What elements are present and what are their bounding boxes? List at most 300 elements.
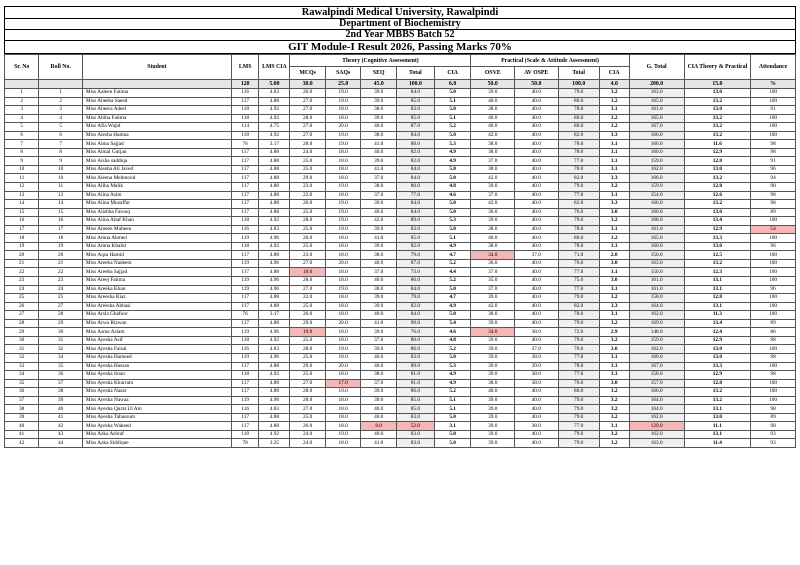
practical-cia-cell: 3.3 [599,131,629,140]
roll-no-cell: 36 [39,371,83,380]
theory-total-cell: 80.0 [396,183,434,192]
sr-no-cell: 1 [5,89,39,98]
theory-total-cell: 84.0 [396,285,434,294]
student-name-cell: Miss Alina Altaf Khan [82,217,231,226]
practical-cia-cell: 3.2 [599,319,629,328]
university-name: Rawalpindi Medical University, Rawalpindi [5,7,795,19]
student-name-cell: Miss Aliha Malik [82,183,231,192]
sr-no-cell: 24 [5,285,39,294]
practical-total-cell: 82.0 [558,174,599,183]
av-ospe-cell: 40.0 [515,268,559,277]
roll-no-cell: 4 [39,114,83,123]
av-ospe-cell: 40.0 [515,242,559,251]
practical-cia-cell: 3.1 [599,268,629,277]
mcqs-cell: 25.0 [290,208,326,217]
result-sheet [4,6,796,448]
grand-total-cell: 163.0 [629,89,684,98]
seq-cell: 39.0 [361,89,397,98]
roll-no-cell: 34 [39,353,83,362]
lms-cia-cell: 4.88 [259,379,290,388]
av-ospe-cell: 40.0 [515,319,559,328]
max-mark: 6.0 [434,80,471,89]
saqs-cell: 18.0 [325,311,361,320]
lms-cell: 117 [231,268,259,277]
sr-no-cell: 8 [5,148,39,157]
theory-cia-cell: 5.0 [434,285,471,294]
roll-no-cell: 20 [39,251,83,260]
osve-cell: 39.0 [471,439,515,448]
attendance-cell: 100 [751,234,796,243]
grand-total-cell: 160.0 [629,242,684,251]
osve-cell: 40.0 [471,97,515,106]
theory-total-cell: 89.0 [396,362,434,371]
sr-no-cell: 31 [5,345,39,354]
practical-cia-cell: 3.3 [599,200,629,209]
practical-cia-cell: 3.2 [599,217,629,226]
sr-no-cell: 6 [5,131,39,140]
max-mark: 50.0 [515,80,559,89]
attendance-cell: 100 [751,251,796,260]
av-ospe-cell: 40.0 [515,183,559,192]
attendance-cell: 96 [751,242,796,251]
av-ospe-cell: 40.0 [515,439,559,448]
cia-theory-practical-cell: 11.6 [684,140,750,149]
theory-total-cell: 85.0 [396,234,434,243]
lms-cell: 117 [231,294,259,303]
av-ospe-cell: 38.0 [515,379,559,388]
seq-cell: 41.0 [361,439,397,448]
saqs-cell: 18.0 [325,439,361,448]
theory-cia-cell: 5.3 [434,362,471,371]
student-name-cell: Miss Ayesha Waheed [82,422,231,431]
mcqs-cell: 28.0 [290,277,326,286]
av-ospe-cell: 40.0 [515,106,559,115]
roll-no-cell: 18 [39,234,83,243]
seq-cell: 40.0 [361,353,397,362]
mcqs-cell: 24.0 [290,439,326,448]
sr-no-cell: 2 [5,97,39,106]
col-practical-group: Practical (Scale & Attitude Assessment) [471,55,629,67]
saqs-cell: 18.0 [325,328,361,337]
mcqs-cell: 29.0 [290,362,326,371]
roll-no-cell: 41 [39,413,83,422]
seq-cell: 39.0 [361,396,397,405]
sr-no-cell: 11 [5,174,39,183]
av-ospe-cell: 38.0 [515,422,559,431]
saqs-cell: 18.0 [325,353,361,362]
cia-theory-practical-cell: 12.8 [684,379,750,388]
col-roll-no: Roll No. [39,55,83,80]
practical-cia-cell: 3.1 [599,371,629,380]
cia-theory-practical-cell: 13.3 [684,362,750,371]
table-row [5,259,796,268]
cia-theory-practical-cell: 13.1 [684,302,750,311]
saqs-cell: 18.0 [325,114,361,123]
col-seq: SEQ [361,67,397,80]
saqs-cell: 19.0 [325,140,361,149]
osve-cell: 38.0 [471,148,515,157]
seq-cell: 39.0 [361,345,397,354]
theory-total-cell: 81.0 [396,371,434,380]
table-row [5,200,796,209]
table-row [5,191,796,200]
saqs-cell: 18.0 [325,242,361,251]
theory-total-cell: 83.0 [396,413,434,422]
osve-cell: 38.0 [471,379,515,388]
saqs-cell: 19.0 [325,131,361,140]
lms-cell: 119 [231,234,259,243]
practical-total-cell: 76.0 [558,345,599,354]
lms-cia-cell: 4.96 [259,328,290,337]
theory-total-cell: 86.0 [396,388,434,397]
mcqs-cell: 27.0 [290,405,326,414]
grand-total-cell: 169.0 [629,319,684,328]
student-name-cell: Miss Aaleen Fatima [82,89,231,98]
theory-total-cell: 84.0 [396,200,434,209]
department-name: Department of Biochemistry [5,19,795,30]
osve-cell: 36.0 [471,259,515,268]
student-name-cell: Miss Arwa Rizwan [82,319,231,328]
seq-cell: 38.0 [361,371,397,380]
mcqs-cell: 27.0 [290,97,326,106]
osve-cell: 42.0 [471,174,515,183]
grand-total-cell: 161.0 [629,225,684,234]
table-row [5,294,796,303]
seq-cell: 38.0 [361,106,397,115]
sr-no-cell: 42 [5,439,39,448]
grand-total-cell: 162.0 [629,345,684,354]
cia-theory-practical-cell: 13.3 [684,234,750,243]
table-row [5,165,796,174]
sr-no-cell: 39 [5,413,39,422]
theory-total-cell: 83.0 [396,106,434,115]
osve-cell: 39.0 [471,396,515,405]
student-name-cell: Miss Amna Khalid [82,242,231,251]
roll-no-cell: 38 [39,388,83,397]
practical-total-cell: 77.0 [558,191,599,200]
seq-cell: 40.0 [361,148,397,157]
table-row [5,174,796,183]
saqs-cell: 18.0 [325,268,361,277]
theory-total-cell: 83.0 [396,439,434,448]
cia-theory-practical-cell: 13.4 [684,319,750,328]
table-row [5,405,796,414]
lms-cia-cell: 4.88 [259,251,290,260]
roll-no-cell: 29 [39,319,83,328]
grand-total-cell: 161.0 [629,285,684,294]
cia-theory-practical-cell: 12.3 [684,268,750,277]
mcqs-cell: 24.0 [290,148,326,157]
attendance-cell: 98 [751,336,796,345]
practical-total-cell: 76.0 [558,208,599,217]
mcqs-cell: 25.0 [290,336,326,345]
lms-cell: 119 [231,328,259,337]
batch-name: 2nd Year MBBS Batch 52 [5,30,795,41]
av-ospe-cell: 40.0 [515,405,559,414]
lms-cia-cell: 4.92 [259,336,290,345]
osve-cell: 39.0 [471,422,515,431]
lms-cell: 117 [231,413,259,422]
seq-cell: 39.0 [361,388,397,397]
av-ospe-cell: 40.0 [515,174,559,183]
student-name-cell: Miss Areeba Nadeem [82,259,231,268]
theory-cia-cell: 5.2 [434,345,471,354]
saqs-cell: 18.0 [325,157,361,166]
table-row [5,217,796,226]
practical-total-cell: 75.0 [558,277,599,286]
seq-cell: 39.0 [361,157,397,166]
table-row [5,225,796,234]
mcqs-cell: 19.0 [290,328,326,337]
table-row [5,302,796,311]
seq-cell: 41.0 [361,140,397,149]
lms-cia-cell: 4.92 [259,371,290,380]
grand-total-cell: 161.0 [629,106,684,115]
theory-total-cell: 83.0 [396,225,434,234]
result-title: GIT Module-I Result 2026, Passing Marks 70% [5,41,795,54]
cia-theory-practical-cell: 12.9 [684,148,750,157]
lms-cell: 117 [231,379,259,388]
saqs-cell: 19.0 [325,183,361,192]
attendance-cell: 54 [751,225,796,234]
seq-cell: 39.0 [361,225,397,234]
practical-total-cell: 71.0 [558,251,599,260]
student-name-cell: Miss Aqsa Hamid [82,251,231,260]
cia-theory-practical-cell: 12.4 [684,328,750,337]
col-av-ospe: AV OSPE [515,67,559,80]
grand-total-cell: 158.0 [629,371,684,380]
mcqs-cell: 23.0 [290,183,326,192]
practical-total-cell: 79.0 [558,217,599,226]
practical-total-cell: 77.0 [558,268,599,277]
saqs-cell: 19.0 [325,285,361,294]
osve-cell: 39.0 [471,413,515,422]
theory-cia-cell: 5.0 [434,225,471,234]
student-name-cell: Miss Ameen Mubeen [82,225,231,234]
student-name-cell: Miss Alina Asim [82,191,231,200]
lms-cell: 118 [231,114,259,123]
grand-total-cell: 154.0 [629,191,684,200]
saqs-cell: 19.0 [325,430,361,439]
osve-cell: 39.0 [471,217,515,226]
osve-cell: 38.0 [471,165,515,174]
lms-cia-cell: 4.96 [259,353,290,362]
saqs-cell: 18.0 [325,165,361,174]
cia-theory-practical-cell: 13.0 [684,353,750,362]
osve-cell: 38.0 [471,225,515,234]
col-practical-total: Total [558,67,599,80]
av-ospe-cell: 40.0 [515,140,559,149]
av-ospe-cell: 38.0 [515,328,559,337]
mcqs-cell: 22.0 [290,294,326,303]
theory-cia-cell: 5.0 [434,430,471,439]
practical-cia-cell: 3.2 [599,114,629,123]
roll-no-cell: 14 [39,200,83,209]
grand-total-cell: 159.0 [629,183,684,192]
student-name-cell: Miss Alina Muzaffar [82,200,231,209]
lms-cia-cell: 4.92 [259,114,290,123]
theory-cia-cell: 4.7 [434,251,471,260]
grand-total-cell: 162.0 [629,430,684,439]
lms-cia-cell: 4.83 [259,405,290,414]
theory-cia-cell: 5.0 [434,106,471,115]
lms-cia-cell: 4.88 [259,97,290,106]
student-name-cell: Miss Aisha saddiqa [82,157,231,166]
practical-total-cell: 79.0 [558,430,599,439]
sr-no-cell: 29 [5,328,39,337]
student-name-cell: Miss Ayesha Nawaz [82,396,231,405]
av-ospe-cell: 40.0 [515,131,559,140]
table-row [5,114,796,123]
practical-total-cell: 82.0 [558,131,599,140]
av-ospe-cell: 40.0 [515,413,559,422]
mcqs-cell: 26.0 [290,200,326,209]
roll-no-cell: 9 [39,157,83,166]
practical-total-cell: 79.0 [558,319,599,328]
table-row [5,183,796,192]
roll-no-cell: 10 [39,174,83,183]
av-ospe-cell: 40.0 [515,225,559,234]
cia-theory-practical-cell: 12.6 [684,191,750,200]
seq-cell: 40.0 [361,405,397,414]
student-name-cell: Miss Areej Fatima [82,277,231,286]
student-name-cell: Miss Ayesha Tabassum [82,413,231,422]
cia-theory-practical-cell: 11.1 [684,422,750,431]
sr-no-cell: 25 [5,294,39,303]
attendance-cell: 98 [751,140,796,149]
practical-total-cell: 82.0 [558,302,599,311]
practical-cia-cell: 2.8 [599,251,629,260]
seq-cell: 40.0 [361,413,397,422]
max-mark: 25.0 [325,80,361,89]
roll-no-cell: 8 [39,148,83,157]
av-ospe-cell: 40.0 [515,294,559,303]
seq-cell: 37.0 [361,379,397,388]
table-row [5,131,796,140]
attendance-cell: 89 [751,208,796,217]
osve-cell: 39.0 [471,183,515,192]
student-name-cell: Miss Ayesha Hassan [82,362,231,371]
grand-total-cell: 159.0 [629,157,684,166]
av-ospe-cell: 40.0 [515,285,559,294]
col-sr-no: Sr. No [5,55,39,80]
seq-cell: 41.0 [361,319,397,328]
theory-cia-cell: 5.2 [434,388,471,397]
practical-cia-cell: 3.0 [599,277,629,286]
saqs-cell: 20.0 [325,259,361,268]
practical-cia-cell: 3.2 [599,405,629,414]
mcqs-cell: 24.0 [290,430,326,439]
grand-total-cell: 159.0 [629,336,684,345]
saqs-cell: 18.0 [325,277,361,286]
roll-no-cell: 22 [39,268,83,277]
lms-cia-cell: 4.75 [259,123,290,132]
practical-total-cell: 79.0 [558,413,599,422]
col-theory-group: Theory (Cognitive Assessment) [290,55,471,67]
mcqs-cell: 28.0 [290,345,326,354]
roll-no-cell: 6 [39,131,83,140]
saqs-cell: 18.0 [325,191,361,200]
osve-cell: 37.0 [471,268,515,277]
theory-cia-cell: 5.0 [434,89,471,98]
theory-cia-cell: 4.9 [434,371,471,380]
lms-cia-cell: 4.88 [259,422,290,431]
roll-no-cell: 27 [39,302,83,311]
practical-cia-cell: 3.0 [599,345,629,354]
sr-no-cell: 26 [5,302,39,311]
practical-total-cell: 79.0 [558,336,599,345]
cia-theory-practical-cell: 13.2 [684,200,750,209]
col-total: Total [396,67,434,80]
theory-cia-cell: 5.3 [434,140,471,149]
table-row [5,148,796,157]
theory-total-cell: 82.0 [396,157,434,166]
grand-total-cell: 163.0 [629,259,684,268]
theory-cia-cell: 5.0 [434,439,471,448]
lms-cell: 76 [231,140,259,149]
sr-no-cell: 32 [5,353,39,362]
attendance-cell: 86 [751,328,796,337]
practical-total-cell: 80.0 [558,97,599,106]
theory-total-cell: 88.0 [396,140,434,149]
attendance-cell: 100 [751,277,796,286]
lms-cia-cell: 4.88 [259,302,290,311]
max-mark: 120 [231,80,259,89]
seq-cell: 38.0 [361,183,397,192]
attendance-cell: 91 [751,157,796,166]
attendance-cell: 98 [751,148,796,157]
student-name-cell: Miss Azka Siddique [82,439,231,448]
roll-no-cell: 2 [39,97,83,106]
saqs-cell: 18.0 [325,251,361,260]
grand-total-cell: 163.0 [629,439,684,448]
cia-theory-practical-cell: 13.4 [684,217,750,226]
student-name-cell: Miss Areesha Abbasi [82,302,231,311]
attendance-cell: 100 [751,396,796,405]
lms-cia-cell: 4.83 [259,345,290,354]
student-name-cell: Miss Abeera Adeel [82,106,231,115]
grand-total-cell: 162.0 [629,413,684,422]
cia-theory-practical-cell: 13.2 [684,131,750,140]
practical-cia-cell: 3.3 [599,174,629,183]
cia-theory-practical-cell: 13.1 [684,430,750,439]
sr-no-cell: 28 [5,319,39,328]
theory-total-cell: 84.0 [396,311,434,320]
theory-cia-cell: 5.0 [434,200,471,209]
theory-total-cell: 85.0 [396,114,434,123]
saqs-cell: 18.0 [325,371,361,380]
attendance-cell: 93 [751,430,796,439]
cia-theory-practical-cell: 13.2 [684,114,750,123]
col-practical-cia: CIA [599,67,629,80]
grand-total-cell: 165.0 [629,114,684,123]
student-name-cell: Miss Alishba Farooq [82,208,231,217]
roll-no-cell: 24 [39,285,83,294]
seq-cell: 40.0 [361,123,397,132]
attendance-cell: 100 [751,388,796,397]
theory-total-cell: 84.0 [396,165,434,174]
osve-cell: 39.0 [471,430,515,439]
attendance-cell: 89 [751,319,796,328]
student-name-cell: Miss Aiesha Hamna [82,131,231,140]
theory-cia-cell: 5.1 [434,396,471,405]
practical-cia-cell: 3.1 [599,225,629,234]
roll-no-cell: 10 [39,165,83,174]
lms-cia-cell: 4.88 [259,174,290,183]
lms-cell: 118 [231,371,259,380]
lms-cia-cell: 4.96 [259,277,290,286]
table-row [5,157,796,166]
